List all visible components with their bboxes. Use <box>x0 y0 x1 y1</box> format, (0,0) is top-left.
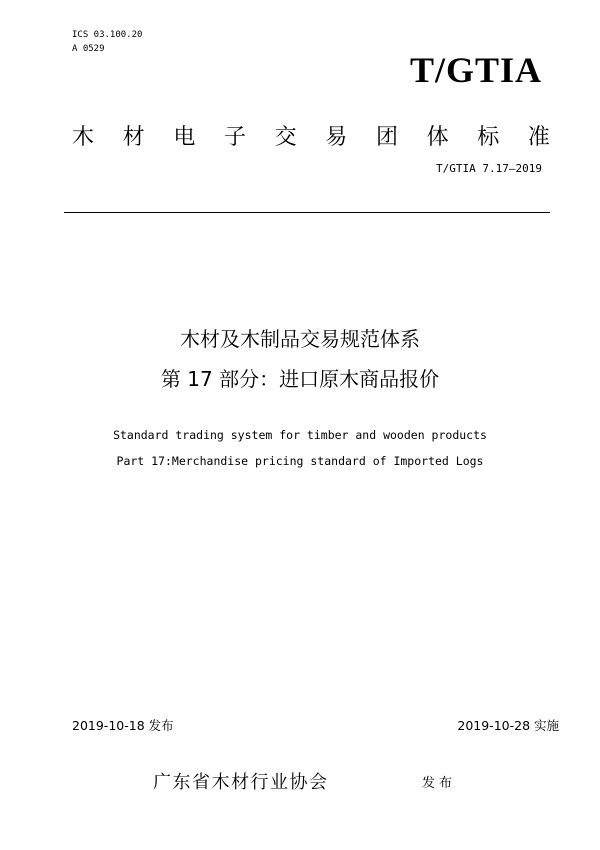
ics-code: ICS 03.100.20 <box>72 30 143 40</box>
standard-type-char: 体 <box>426 125 449 150</box>
publish-label: 发布 <box>422 776 457 791</box>
title-english-line-2: Part 17:Merchandise pricing standard of Imported Logs <box>116 454 484 468</box>
publisher-name: 广东省木材行业协会 <box>153 772 329 793</box>
standard-type-char: 材 <box>122 125 145 150</box>
title-english-line-1: Standard trading system for timber and wooden products <box>113 428 487 442</box>
standard-number: T/GTIA 7.17—2019 <box>436 162 542 175</box>
standard-logo: T/GTIA <box>409 50 542 90</box>
standard-type-char: 子 <box>223 125 246 150</box>
title-chinese-line-1: 木材及木制品交易规范体系 <box>180 327 420 351</box>
ccs-code: A 0529 <box>72 44 105 54</box>
standard-type-char: 电 <box>173 125 196 150</box>
header-divider <box>64 212 550 213</box>
implementation-date: 2019-10-28 实施 <box>457 718 559 733</box>
standard-type-title <box>72 123 550 153</box>
issue-date: 2019-10-18 发布 <box>72 718 174 733</box>
standard-type-char: 准 <box>527 125 550 150</box>
standard-type-char: 木 <box>72 125 95 150</box>
standard-type-char: 标 <box>477 125 500 150</box>
standard-type-char: 易 <box>325 125 348 150</box>
standard-type-char: 团 <box>375 125 398 150</box>
title-chinese-line-2: 第 17 部分：进口原木商品报价 <box>160 367 440 391</box>
standard-type-char: 交 <box>274 125 297 150</box>
